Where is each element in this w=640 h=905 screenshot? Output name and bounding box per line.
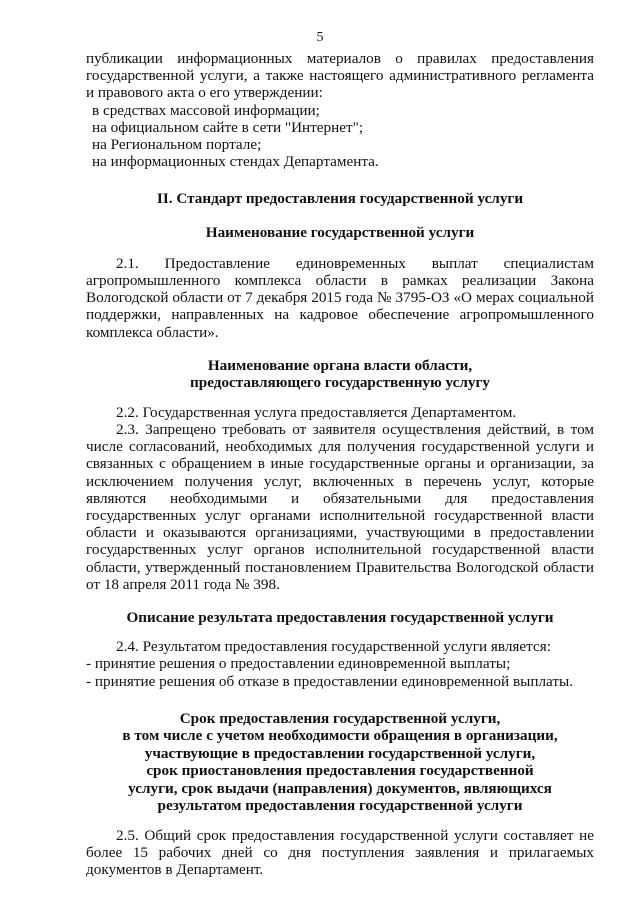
- list-item: - принятие решения об отказе в предоставлении единовременной выплаты.: [86, 672, 574, 690]
- intro-paragraph: публикации информационных материалов о правилах предоставления государственной услуги, а также настоящего административного регламента и правового акта о его утверждении:: [86, 50, 594, 102]
- paragraph-2-5: 2.5. Общий срок предоставления государственной услуги составляет не более 15 рабочих дней со дня поступления заявления и прилагаемых документов в Департамент.: [86, 826, 594, 879]
- section-title: II. Стандарт предоставления государственной услуги: [156, 190, 524, 208]
- heading-line: участвующие в предоставлении государственной услуги,: [144, 744, 536, 762]
- paragraph-2-2: 2.2. Государственная услуга предоставляется Департаментом.: [116, 403, 517, 421]
- list-item: на Региональном портале;: [92, 136, 262, 154]
- paragraph-2-1: 2.1. Предоставление единовременных выплат специалистам агропромышленного комплекса области в рамках реализации Закона Вологодской области от 7 декабря 2015 года № 3795-ОЗ «О мерах социальной поддержки, направленных на кадровое обеспечение агропромышленного комплекса области».: [86, 254, 594, 341]
- list-item: на официальном сайте в сети "Интернет";: [92, 118, 364, 136]
- heading-line: предоставляющего государственную услугу: [190, 374, 490, 392]
- heading-line: срок приостановления предоставления государственной: [146, 762, 534, 780]
- heading-line: результатом предоставления государственной услуги: [157, 797, 523, 815]
- subsection-heading-organ: [86, 357, 594, 392]
- paragraph-2-3: 2.3. Запрещено требовать от заявителя осуществления действий, в том числе согласований, необходимых для получения государственной услуги и связанных с обращением в иные государственные органы и организации, за исключением получения услуг, включенных в перечень услуг, которые являются необходимыми и обязательными для предоставления государственных услуг органами исполнительной государственной власти области и оказываются организациями, участвующими в предоставлении государственных услуг органов исполнительной государственной власти области, утвержденный постановлением Правительства Вологодской области от 18 апреля 2011 года № 398.: [86, 421, 594, 593]
- list-item: - принятие решения о предоставлении единовременной выплаты;: [86, 655, 511, 673]
- document-body: [86, 50, 594, 879]
- paragraph-2-4: 2.4. Результатом предоставления государственной услуги является:: [116, 638, 551, 656]
- subsection-heading-term: [86, 710, 594, 815]
- subsection-heading-result: Описание результата предоставления государственной услуги: [126, 609, 554, 627]
- heading-line: в том числе с учетом необходимости обращения в организации,: [122, 727, 558, 745]
- heading-line: Наименование органа власти области,: [207, 356, 473, 374]
- subsection-heading-name: Наименование государственной услуги: [205, 223, 475, 241]
- heading-line: Срок предоставления государственной услуги,: [179, 709, 501, 727]
- page-number: 5: [316, 30, 324, 45]
- list-item: на информационных стендах Департамента.: [92, 153, 379, 171]
- heading-line: услуги, срок выдачи (направления) документов, являющихся: [128, 779, 552, 797]
- list-item: в средствах массовой информации;: [92, 101, 320, 119]
